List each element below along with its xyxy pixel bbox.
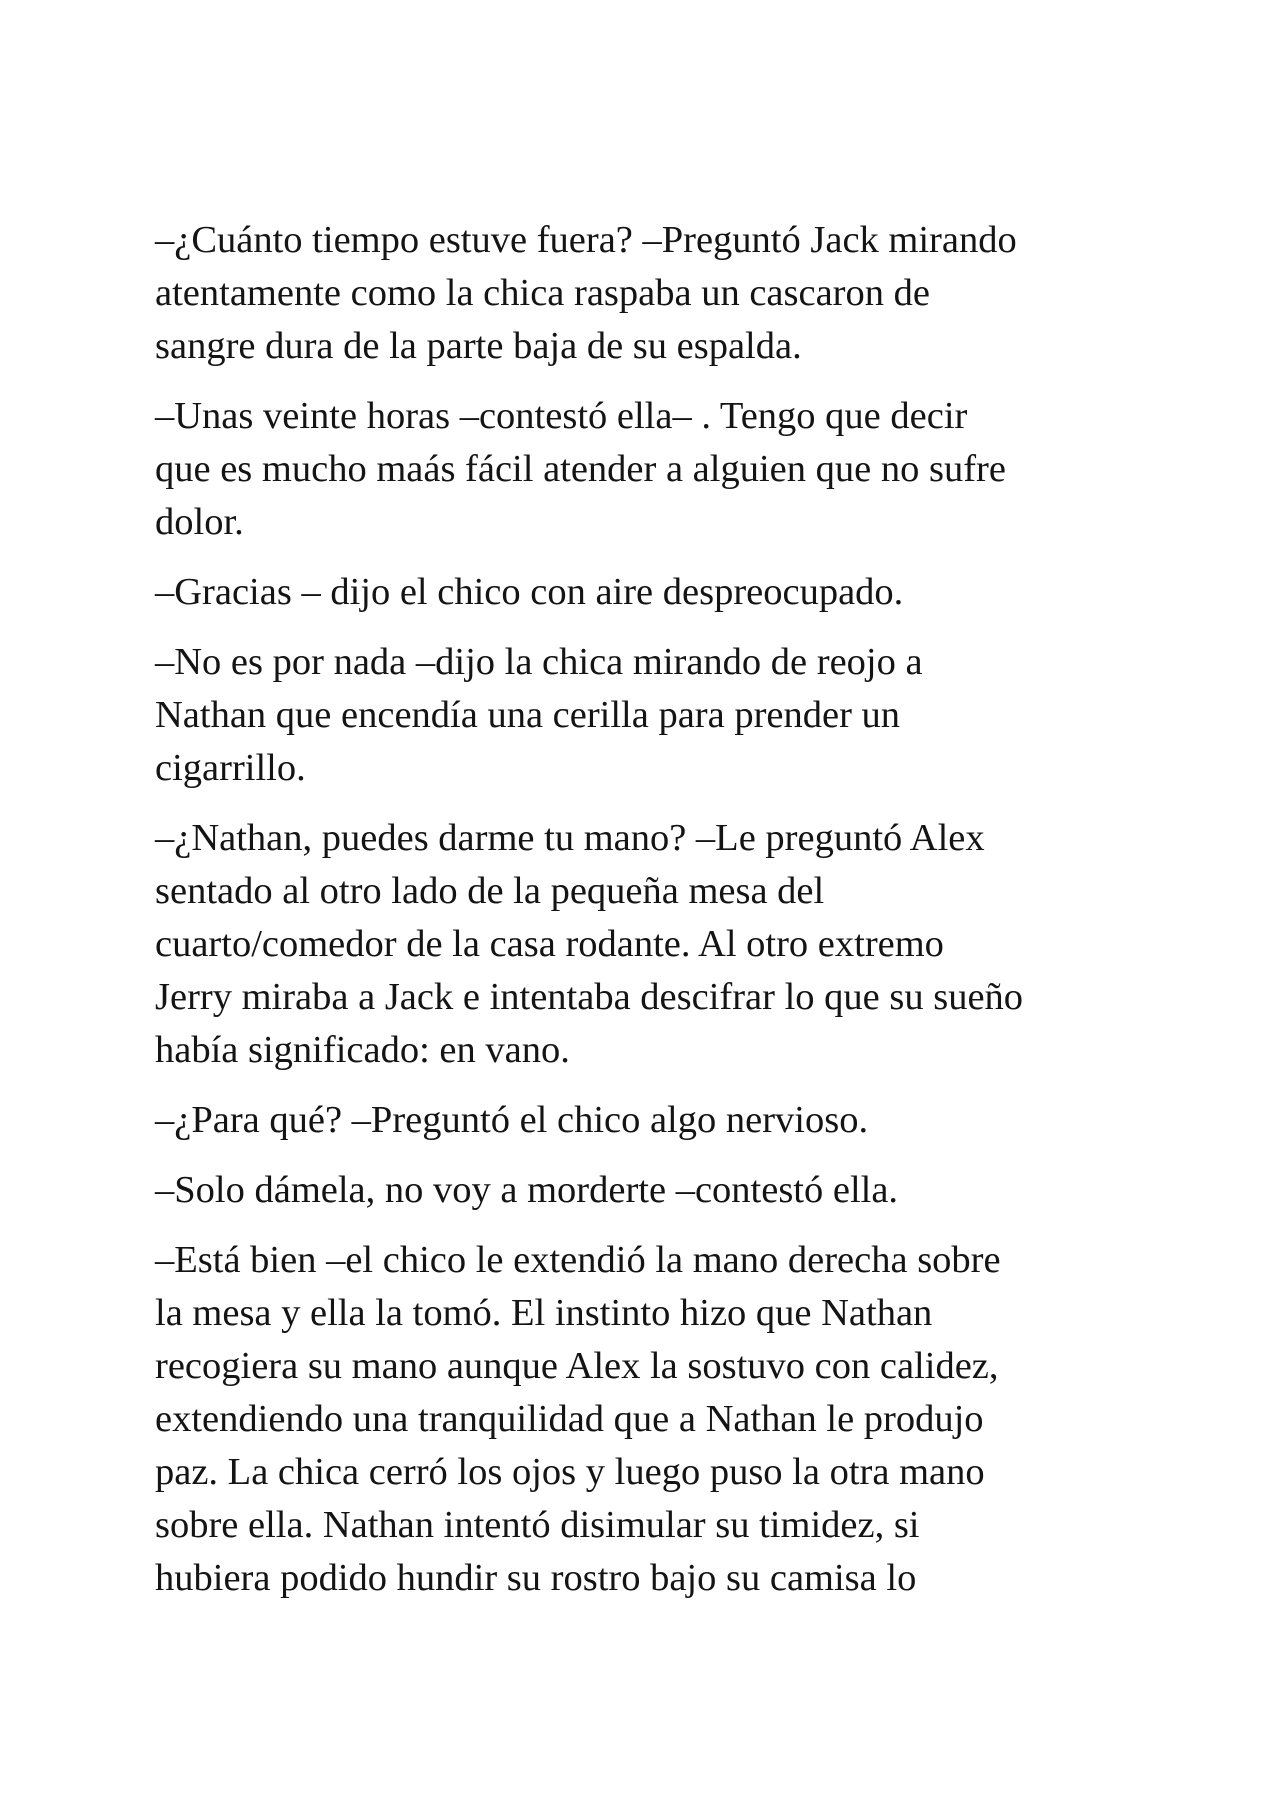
paragraph [155, 1094, 1145, 1147]
text-line: –Está bien –el chico le extendió la mano derecha sobre [155, 1239, 1001, 1281]
paragraph [155, 1164, 1145, 1217]
text-line: paz. La chica cerró los ojos y luego puso la otra mano [155, 1451, 985, 1493]
body-text [155, 214, 1145, 1622]
text-line: que es mucho maás fácil atender a alguien que no sufre [155, 448, 1006, 490]
paragraph [155, 566, 1145, 619]
text-line: cigarrillo. [155, 747, 306, 789]
text-line: había significado: en vano. [155, 1029, 570, 1071]
text-line: –¿Para qué? –Preguntó el chico algo nervioso. [155, 1099, 869, 1141]
text-line: –¿Cuánto tiempo estuve fuera? –Preguntó Jack mirando [155, 219, 1017, 261]
text-line: recogiera su mano aunque Alex la sostuvo con calidez, [155, 1345, 999, 1387]
text-line: atentamente como la chica raspaba un cascaron de [155, 272, 930, 314]
text-line: sentado al otro lado de la pequeña mesa del [155, 870, 825, 912]
text-line: –Gracias – dijo el chico con aire despreocupado. [155, 571, 904, 613]
paragraph [155, 390, 1145, 549]
text-line: extendiendo una tranquilidad que a Nathan le produjo [155, 1398, 984, 1440]
paragraph [155, 636, 1145, 795]
text-line: sangre dura de la parte baja de su espalda. [155, 325, 802, 367]
text-line: hubiera podido hundir su rostro bajo su camisa lo [155, 1557, 917, 1599]
paragraph [155, 1234, 1145, 1605]
text-line: Jerry miraba a Jack e intentaba descifrar lo que su sueño [155, 976, 1024, 1018]
text-line: –No es por nada –dijo la chica mirando de reojo a [155, 641, 923, 683]
text-line: sobre ella. Nathan intentó disimular su timidez, si [155, 1504, 920, 1546]
text-line: –Solo dámela, no voy a morderte –contestó ella. [155, 1169, 899, 1211]
text-line: Nathan que encendía una cerilla para prender un [155, 694, 901, 736]
paragraph [155, 214, 1145, 373]
paragraph [155, 812, 1145, 1077]
text-line: la mesa y ella la tomó. El instinto hizo que Nathan [155, 1292, 933, 1334]
text-line: dolor. [155, 501, 244, 543]
text-line: –Unas veinte horas –contestó ella– . Tengo que decir [155, 395, 968, 437]
text-line: –¿Nathan, puedes darme tu mano? –Le preguntó Alex [155, 817, 985, 859]
text-line: cuarto/comedor de la casa rodante. Al otro extremo [155, 923, 944, 965]
